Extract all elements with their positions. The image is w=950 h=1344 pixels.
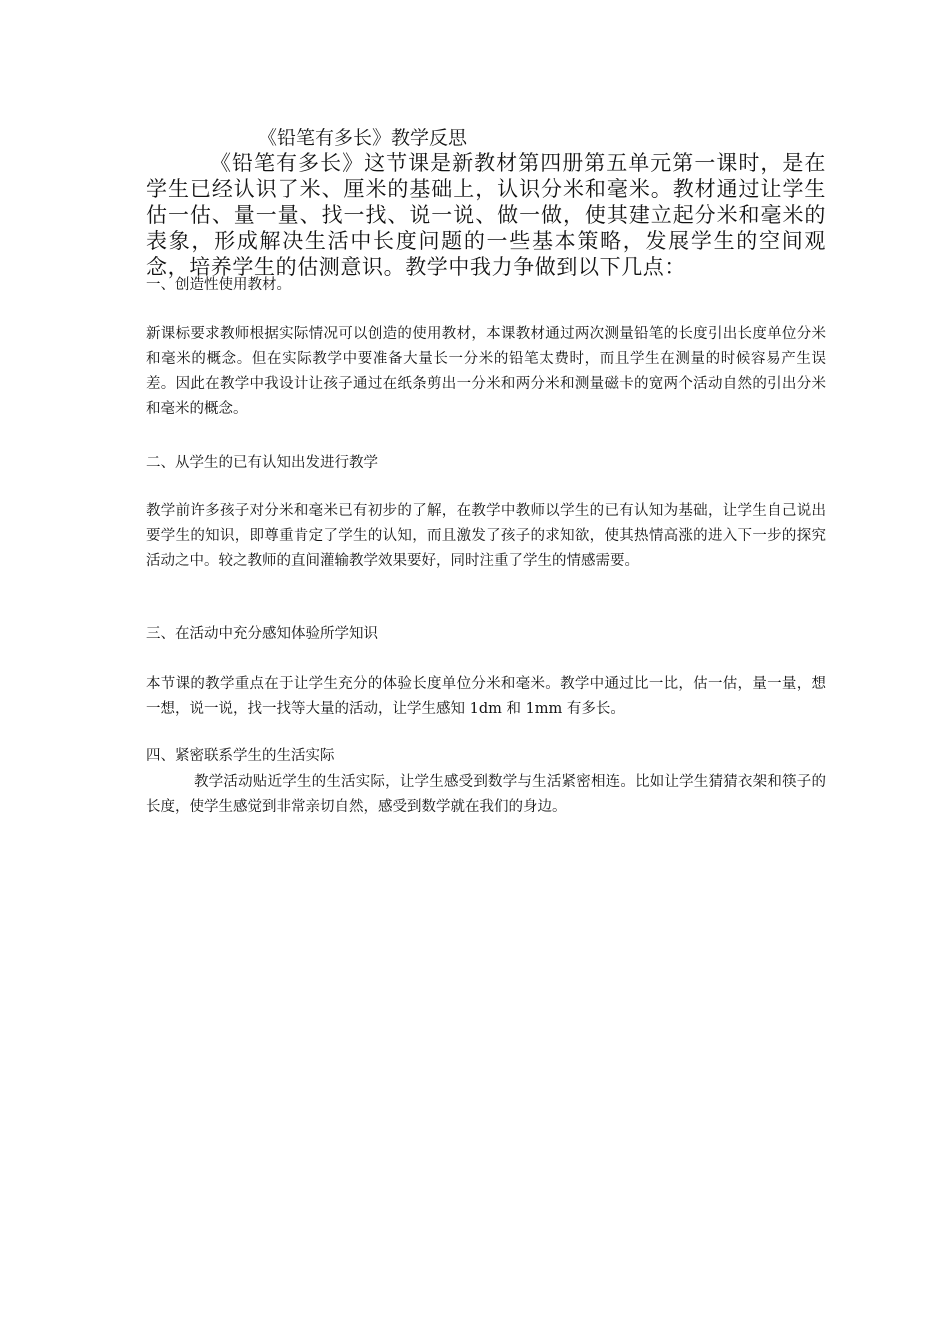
section-4-heading: 四、紧密联系学生的生活实际: [146, 748, 335, 764]
section-2-body: 教学前许多孩子对分米和毫米已有初步的了解，在教学中教师以学生的已有认知为基础，让学生自己说出要学生的知识，即尊重肯定了学生的认知，而且激发了孩子的求知欲，使其热情高涨的进入下一步的探究活动之中。较之教师的直间灌输教学效果要好，同时注重了学生的情感需要。: [146, 503, 826, 569]
section-1-body: 新课标要求教师根据实际情况可以创造的使用教材，本课教材通过两次测量铅笔的长度引出长度单位分米和毫米的概念。但在实际教学中要准备大量长一分米的铅笔太费时，而且学生在测量的时候容易产生误差。因此在教学中我设计让孩子通过在纸条剪出一分米和两分米和测量磁卡的宽两个活动自然的引出分米和毫米的概念。: [146, 326, 826, 417]
document-title: 《铅笔有多长》教学反思: [258, 127, 468, 149]
section-1-heading: 一、创造性使用教材。: [146, 277, 291, 293]
section-3-body: 本节课的教学重点在于让学生充分的体验长度单位分米和毫米。教学中通过比一比，估一估，量一量，想一想，说一说，找一找等大量的活动，让学生感知 1dm 和 1mm 有多长。: [146, 676, 826, 717]
section-3-heading: 三、在活动中充分感知体验所学知识: [146, 626, 378, 642]
section-4-body: 教学活动贴近学生的生活实际，让学生感受到数学与生活紧密相连。比如让学生猜猜衣架和筷子的长度，使学生感觉到非常亲切自然，感受到数学就在我们的身边。: [146, 774, 826, 815]
section-2-heading: 二、从学生的已有认知出发进行教学: [146, 455, 378, 471]
intro-paragraph: 《铅笔有多长》这节课是新教材第四册第五单元第一课时，是在学生已经认识了米、厘米的基础上，认识分米和毫米。教材通过让学生估一估、量一量、找一找、说一说、做一做，使其建立起分米和毫米的表象，形成解决生活中长度问题的一些基本策略，发展学生的空间观念，培养学生的估测意识。教学中我力争做到以下几点：: [146, 151, 826, 279]
